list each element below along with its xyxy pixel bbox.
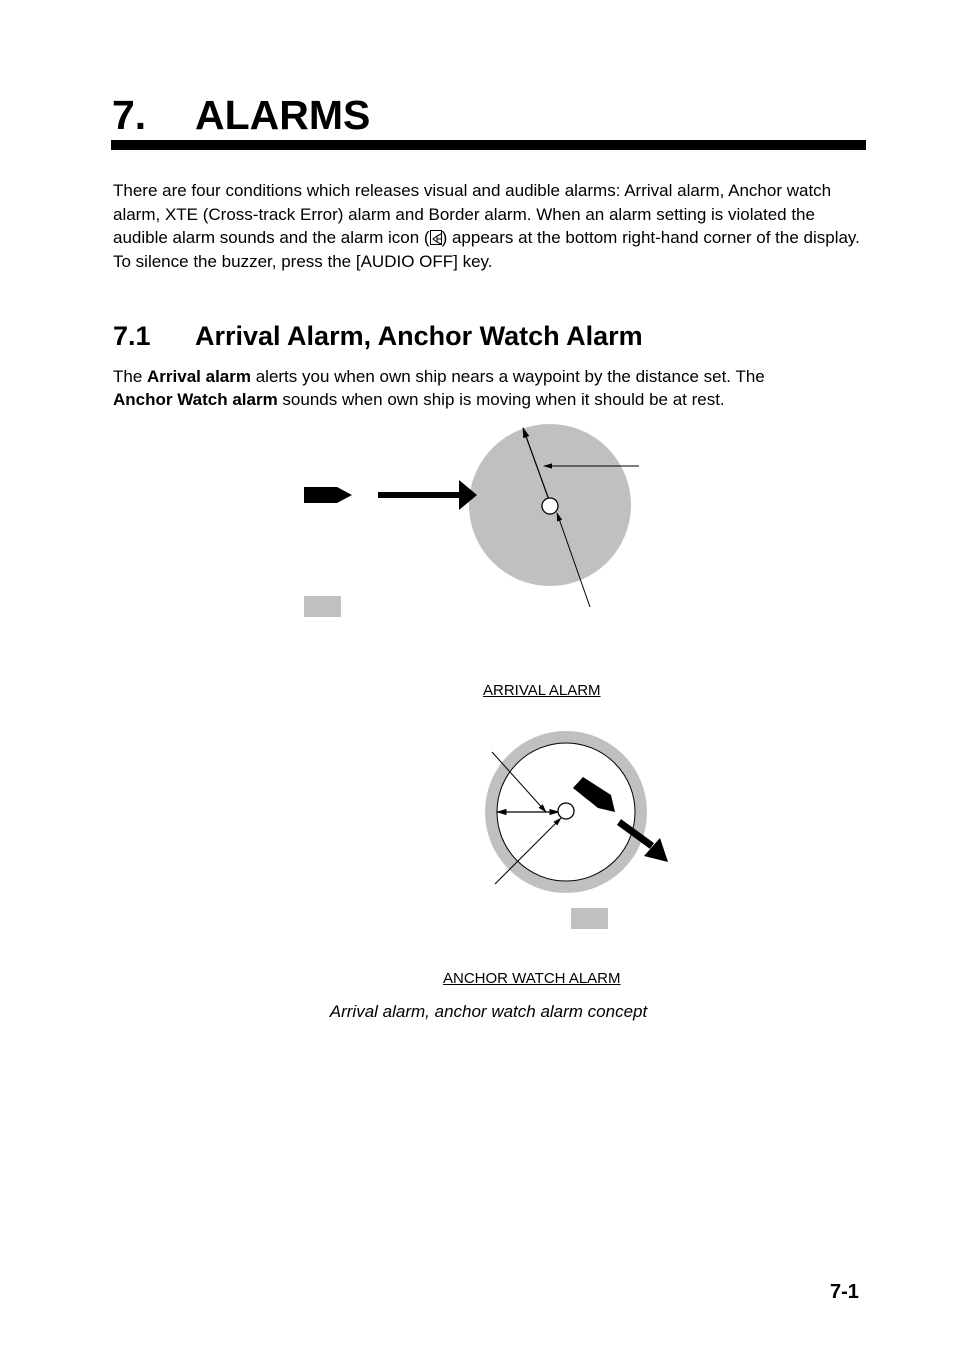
section-title-text: Arrival Alarm, Anchor Watch Alarm: [195, 321, 643, 351]
intro-text-1: There are four conditions which releases visual and audible alarms: Arrival alarm, Anchor watch alarm, XTE (Cross-track Error) alarm and Border alarm. When an alarm setting is violated the audible alarm sounds and the alarm icon (: [113, 181, 832, 247]
anchor-point-mark: [558, 803, 574, 819]
section-text-2: alerts you when own ship nears a waypoint by the distance set. The: [250, 367, 765, 386]
intro-text-2: ) appears at the bottom right-hand corner of the display. To silence the buzzer, press the [AUDIO OFF] key.: [113, 228, 860, 271]
page-number: 7-1: [830, 1281, 859, 1303]
anchor-watch-alarm-label: ANCHOR WATCH ALARM: [443, 970, 621, 987]
chapter-number: 7.: [112, 92, 147, 138]
anchor-watch-alarm-term: Anchor Watch alarm: [113, 390, 278, 409]
label-placeholder: [304, 596, 341, 617]
chapter-title-text: ALARMS: [195, 92, 371, 138]
ship-heading-arrow: [378, 480, 477, 510]
figure-caption: Arrival alarm, anchor watch alarm concept: [329, 1002, 648, 1021]
own-ship-icon: [304, 487, 352, 503]
label-placeholder: [571, 908, 608, 929]
arrival-alarm-label: ARRIVAL ALARM: [483, 682, 601, 699]
waypoint-mark: [542, 498, 558, 514]
arrival-alarm-term: Arrival alarm: [147, 367, 251, 386]
arrival-alarm-diagram: [304, 424, 639, 617]
section-text-3: sounds when own ship is moving when it should be at rest.: [277, 390, 725, 409]
anchor-watch-diagram: [485, 731, 668, 929]
section-number: 7.1: [113, 321, 151, 351]
section-text-1: The: [113, 367, 148, 386]
